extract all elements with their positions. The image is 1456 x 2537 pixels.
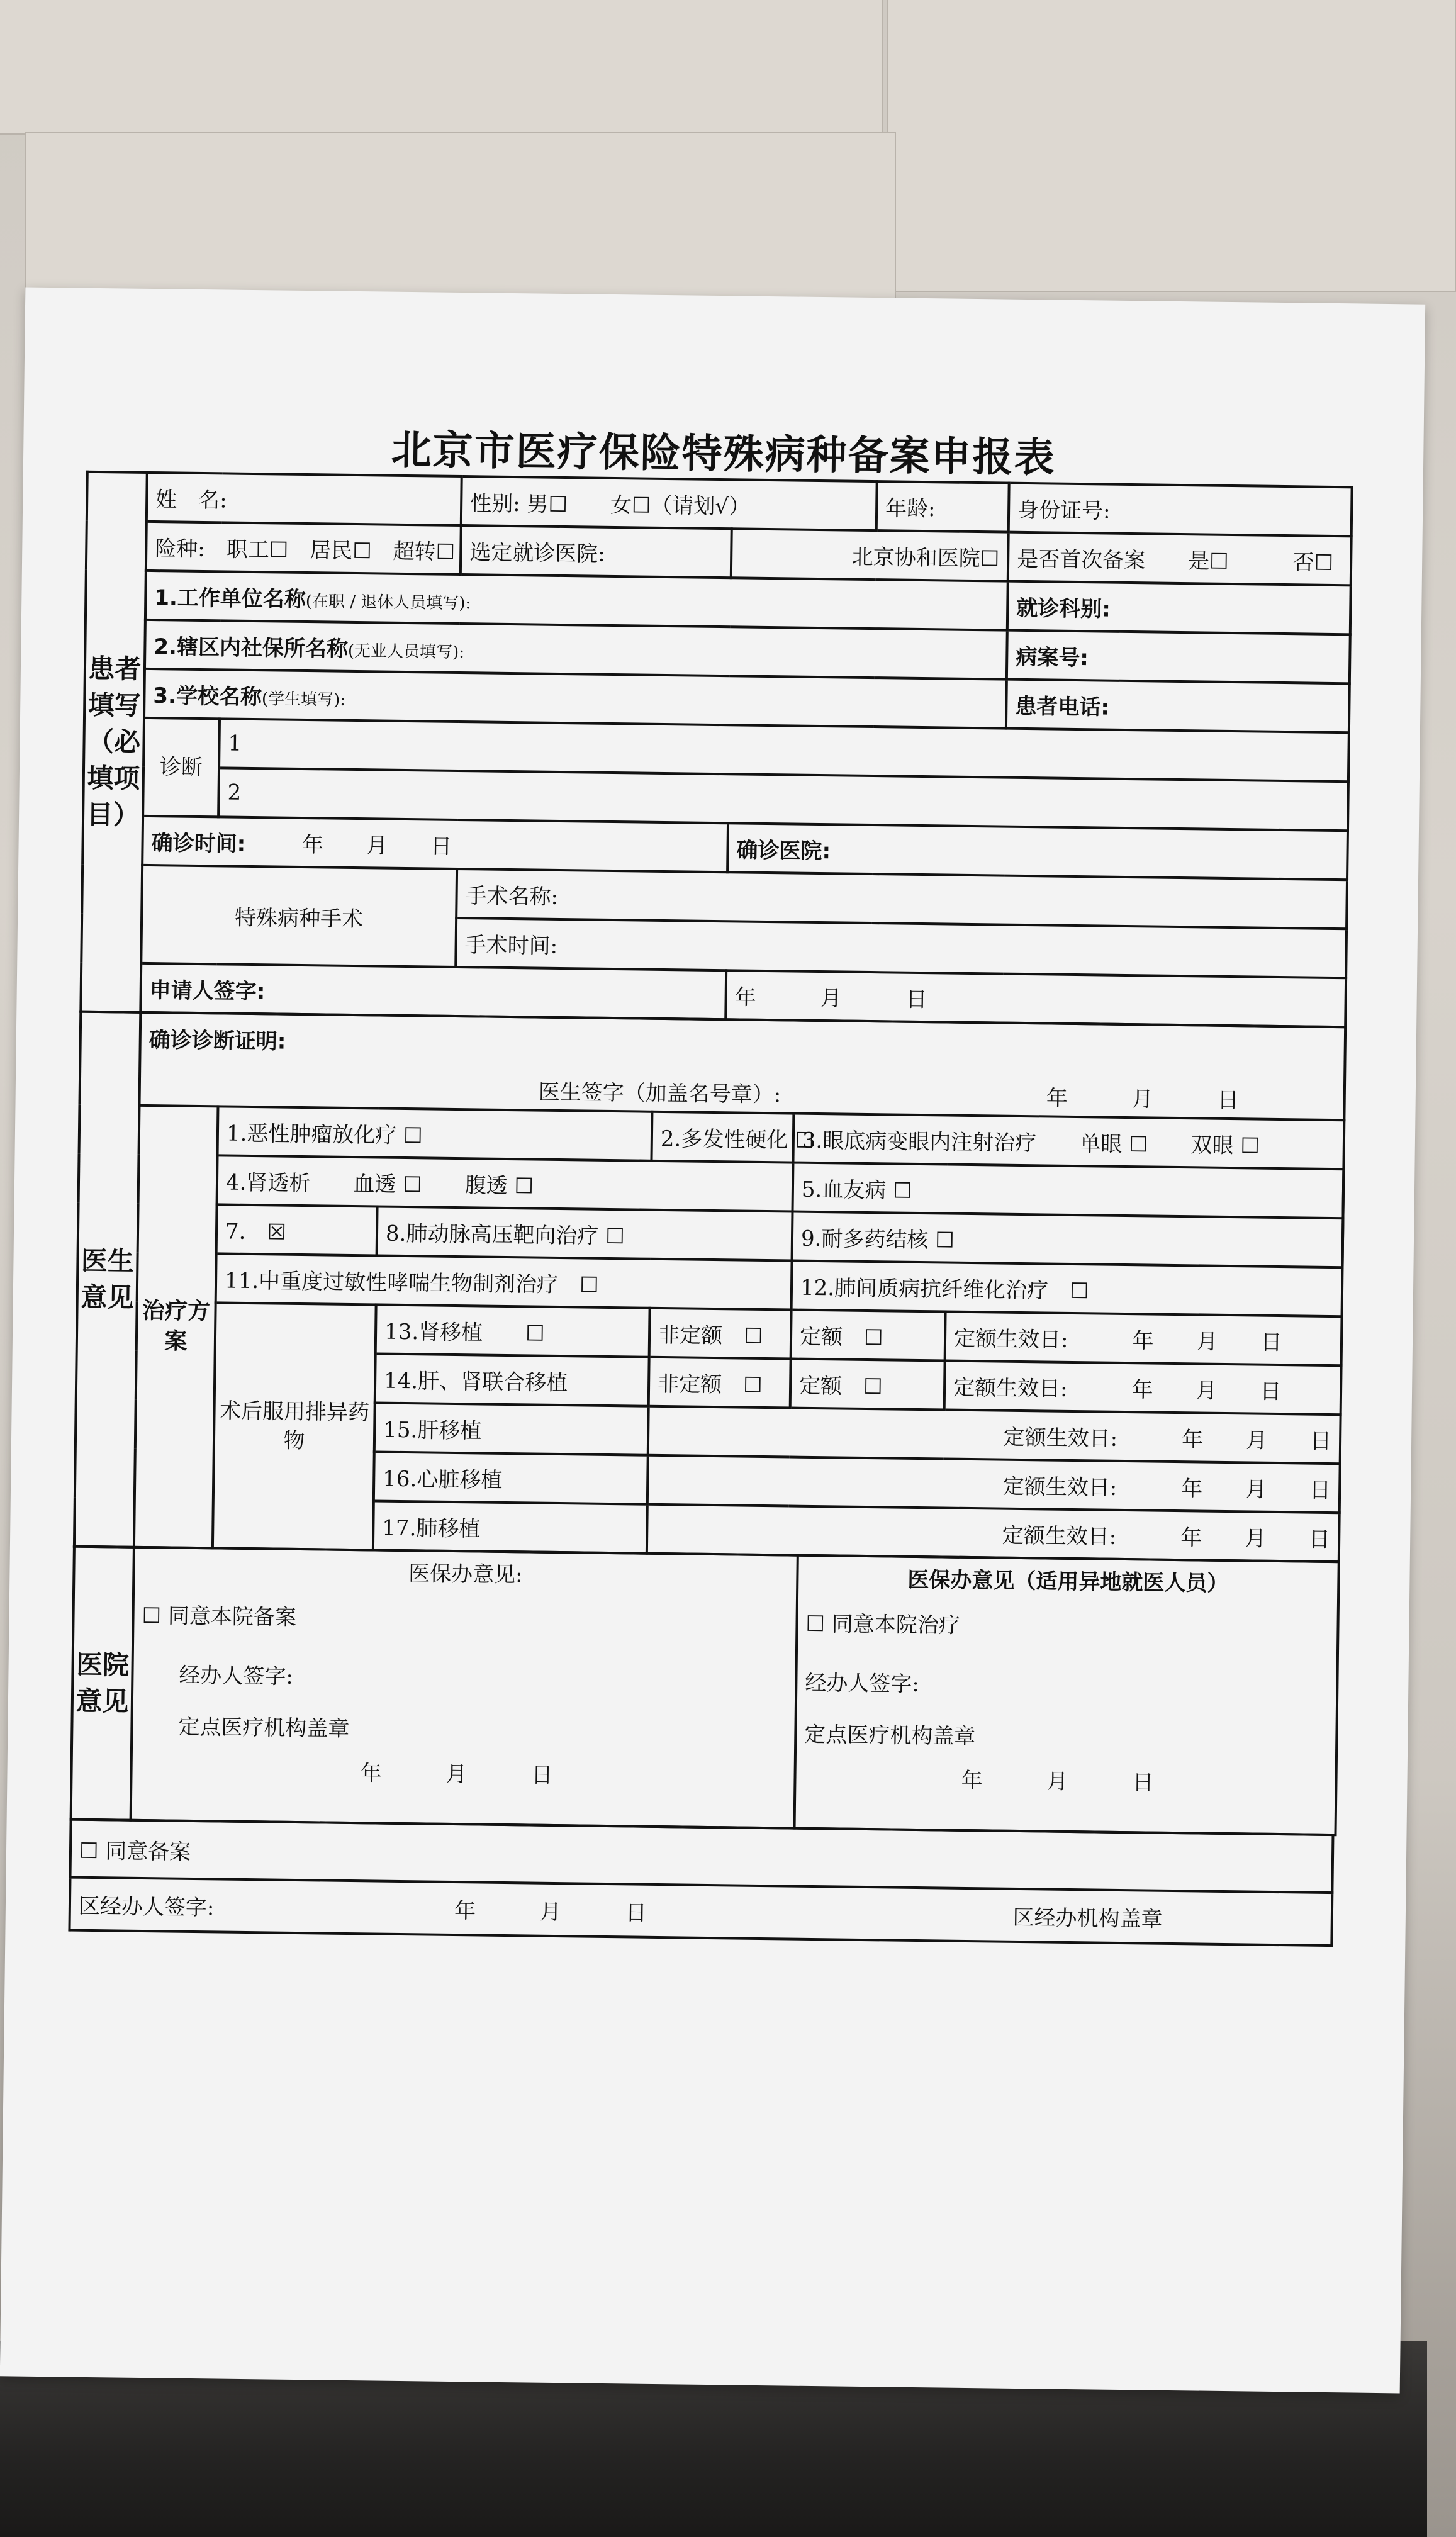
patient-section-label: 患者填写（必填项目）: [81, 472, 147, 1012]
applicant-date: 年 月 日: [725, 970, 1346, 1027]
confirm-date: 年 月 日: [301, 832, 452, 860]
treatment-13-quota[interactable]: 定额 ☐: [791, 1310, 946, 1361]
local-date: 年 月 日: [360, 1761, 553, 1788]
patient-phone-field[interactable]: 患者电话:: [1006, 680, 1350, 733]
confirm-time-label: 确诊时间:: [151, 830, 246, 857]
social-office-label: 2.辖区内社保所名称: [154, 634, 349, 662]
selected-hospital-label: 选定就诊医院:: [461, 525, 732, 578]
surgery-time-field[interactable]: 手术时间:: [456, 918, 1347, 978]
agree-hospital-record[interactable]: ☐ 同意本院备案: [142, 1603, 297, 1630]
treatment-2[interactable]: 2.多发性硬化 ☐: [651, 1112, 793, 1163]
diagnosis-label: 诊断: [143, 718, 220, 817]
treatment-15[interactable]: 15.肝移植: [374, 1403, 649, 1455]
first-record-field[interactable]: 是否首次备案 是☐ 否☐: [1008, 532, 1352, 586]
work-unit-label: 1.工作单位名称: [154, 585, 306, 612]
diagnosis-1-field[interactable]: 1: [219, 719, 1349, 781]
treatment-15-quota-date[interactable]: 定额生效日: 年 月 日: [648, 1406, 1341, 1464]
district-section: [68, 1818, 1334, 1947]
agree-hospital-treatment[interactable]: ☐ 同意本院治疗: [805, 1611, 961, 1638]
remote-date: 年 月 日: [961, 1767, 1154, 1796]
patient-section: [79, 471, 1353, 1029]
treatment-14-quota[interactable]: 定额 ☐: [790, 1359, 945, 1410]
insurance-type-field[interactable]: 险种: 职工☐ 居民☐ 超转☐: [146, 522, 461, 574]
confirm-hospital-field[interactable]: 确诊医院:: [727, 823, 1348, 880]
diagnosis-proof-field[interactable]: [139, 1012, 1345, 1120]
hospital-local-opinion: [131, 1547, 798, 1829]
selected-hospital-option[interactable]: 北京协和医院☐: [731, 529, 1009, 581]
form-paper: [0, 288, 1425, 2394]
confirm-time-field[interactable]: [142, 816, 728, 872]
application-form: [68, 471, 1350, 1947]
school-note: (学生填写):: [261, 689, 346, 710]
remote-seal: 定点医疗机构盖章: [804, 1722, 976, 1750]
treatment-17[interactable]: 17.肺移植: [373, 1501, 647, 1553]
social-office-note: (无业人员填写):: [347, 641, 465, 662]
treatment-8[interactable]: 8.肺动脉高压靶向治疗 ☐: [377, 1206, 793, 1260]
treatment-17-quota-date[interactable]: 定额生效日: 年 月 日: [647, 1504, 1340, 1562]
floor-tile-right: [887, 0, 1456, 292]
school-label: 3.学校名称: [153, 683, 262, 710]
doctor-section-label: 医生意见: [74, 1012, 140, 1547]
doctor-sign-date: 年 月 日: [1046, 1085, 1240, 1114]
age-field[interactable]: 年龄:: [876, 481, 1009, 532]
treatment-14-non-quota[interactable]: 非定额 ☐: [649, 1357, 791, 1408]
district-agree-record[interactable]: ☐ 同意备案: [70, 1820, 1333, 1893]
treatment-14-quota-date[interactable]: 定额生效日: 年 月 日: [944, 1361, 1341, 1415]
treatment-13[interactable]: 13.肾移植 ☐: [376, 1304, 650, 1357]
treatment-9[interactable]: 9.耐多药结核 ☐: [792, 1212, 1343, 1268]
floor-tile-left: [0, 0, 883, 135]
remote-handler-sign[interactable]: 经办人签字:: [805, 1670, 920, 1698]
id-number-field[interactable]: 身份证号:: [1009, 483, 1352, 537]
local-seal: 定点医疗机构盖章: [178, 1714, 350, 1742]
applicant-sign-field[interactable]: 申请人签字:: [140, 963, 726, 1019]
diagnosis-proof-label: 确诊诊断证明:: [148, 1028, 286, 1055]
hospital-remote-opinion: [795, 1555, 1339, 1835]
surgery-name-field[interactable]: 手术名称:: [456, 869, 1347, 929]
treatment-13-quota-date[interactable]: 定额生效日: 年 月 日: [945, 1312, 1342, 1366]
special-surgery-label: 特殊病种手术: [141, 865, 457, 967]
treatment-14[interactable]: 14.肝、肾联合移植: [375, 1353, 649, 1406]
treatment-5[interactable]: 5.血友病 ☐: [793, 1163, 1344, 1219]
district-handler-sign[interactable]: 区经办人签字:: [78, 1893, 215, 1920]
hospital-local-title: 医保办意见:: [408, 1561, 523, 1588]
district-seal: 区经办机构盖章: [1012, 1905, 1163, 1932]
hospital-section: [70, 1545, 1340, 1837]
doctor-sign-label: 医生签字（加盖名号章）:: [538, 1079, 781, 1108]
hospital-section-label: 医院意见: [71, 1547, 134, 1820]
form-title: 北京市医疗保险特殊病种备案申报表: [391, 427, 1056, 482]
name-field[interactable]: 姓 名:: [147, 473, 462, 525]
district-date: 年 月 日: [454, 1898, 647, 1926]
treatment-3[interactable]: 3.眼底病变眼内注射治疗 单眼 ☐ 双眼 ☐: [793, 1114, 1344, 1170]
hospital-remote-title: 医保办意见（适用异地就医人员）: [907, 1567, 1229, 1597]
gender-field[interactable]: 性别: 男☐ 女☐（请划√）: [461, 476, 877, 530]
treatment-1[interactable]: 1.恶性肿瘤放化疗 ☐: [218, 1106, 652, 1160]
treatment-plan-label: 治疗方案: [134, 1106, 218, 1548]
work-unit-note: (在职 / 退休人员填写):: [305, 591, 471, 613]
post-op-drug-label: 术后服用排异药物: [213, 1302, 376, 1550]
local-handler-sign[interactable]: 经办人签字:: [179, 1662, 294, 1689]
treatment-16[interactable]: 16.心脏移植: [374, 1452, 648, 1504]
department-field[interactable]: 就诊科别:: [1007, 581, 1351, 635]
treatment-11[interactable]: 11.中重度过敏性哮喘生物制剂治疗 ☐: [216, 1253, 792, 1309]
treatment-7[interactable]: 7. ☒: [216, 1204, 378, 1255]
treatment-12[interactable]: 12.肺间质病抗纤维化治疗 ☐: [792, 1261, 1343, 1317]
treatment-16-quota-date[interactable]: 定额生效日: 年 月 日: [647, 1455, 1340, 1513]
diagnosis-2-field[interactable]: 2: [218, 768, 1348, 831]
case-number-field[interactable]: 病案号:: [1007, 630, 1350, 684]
doctor-section: [73, 1011, 1347, 1564]
treatment-13-non-quota[interactable]: 非定额 ☐: [649, 1308, 792, 1359]
treatment-4[interactable]: 4.肾透析 血透 ☐ 腹透 ☐: [217, 1155, 793, 1211]
